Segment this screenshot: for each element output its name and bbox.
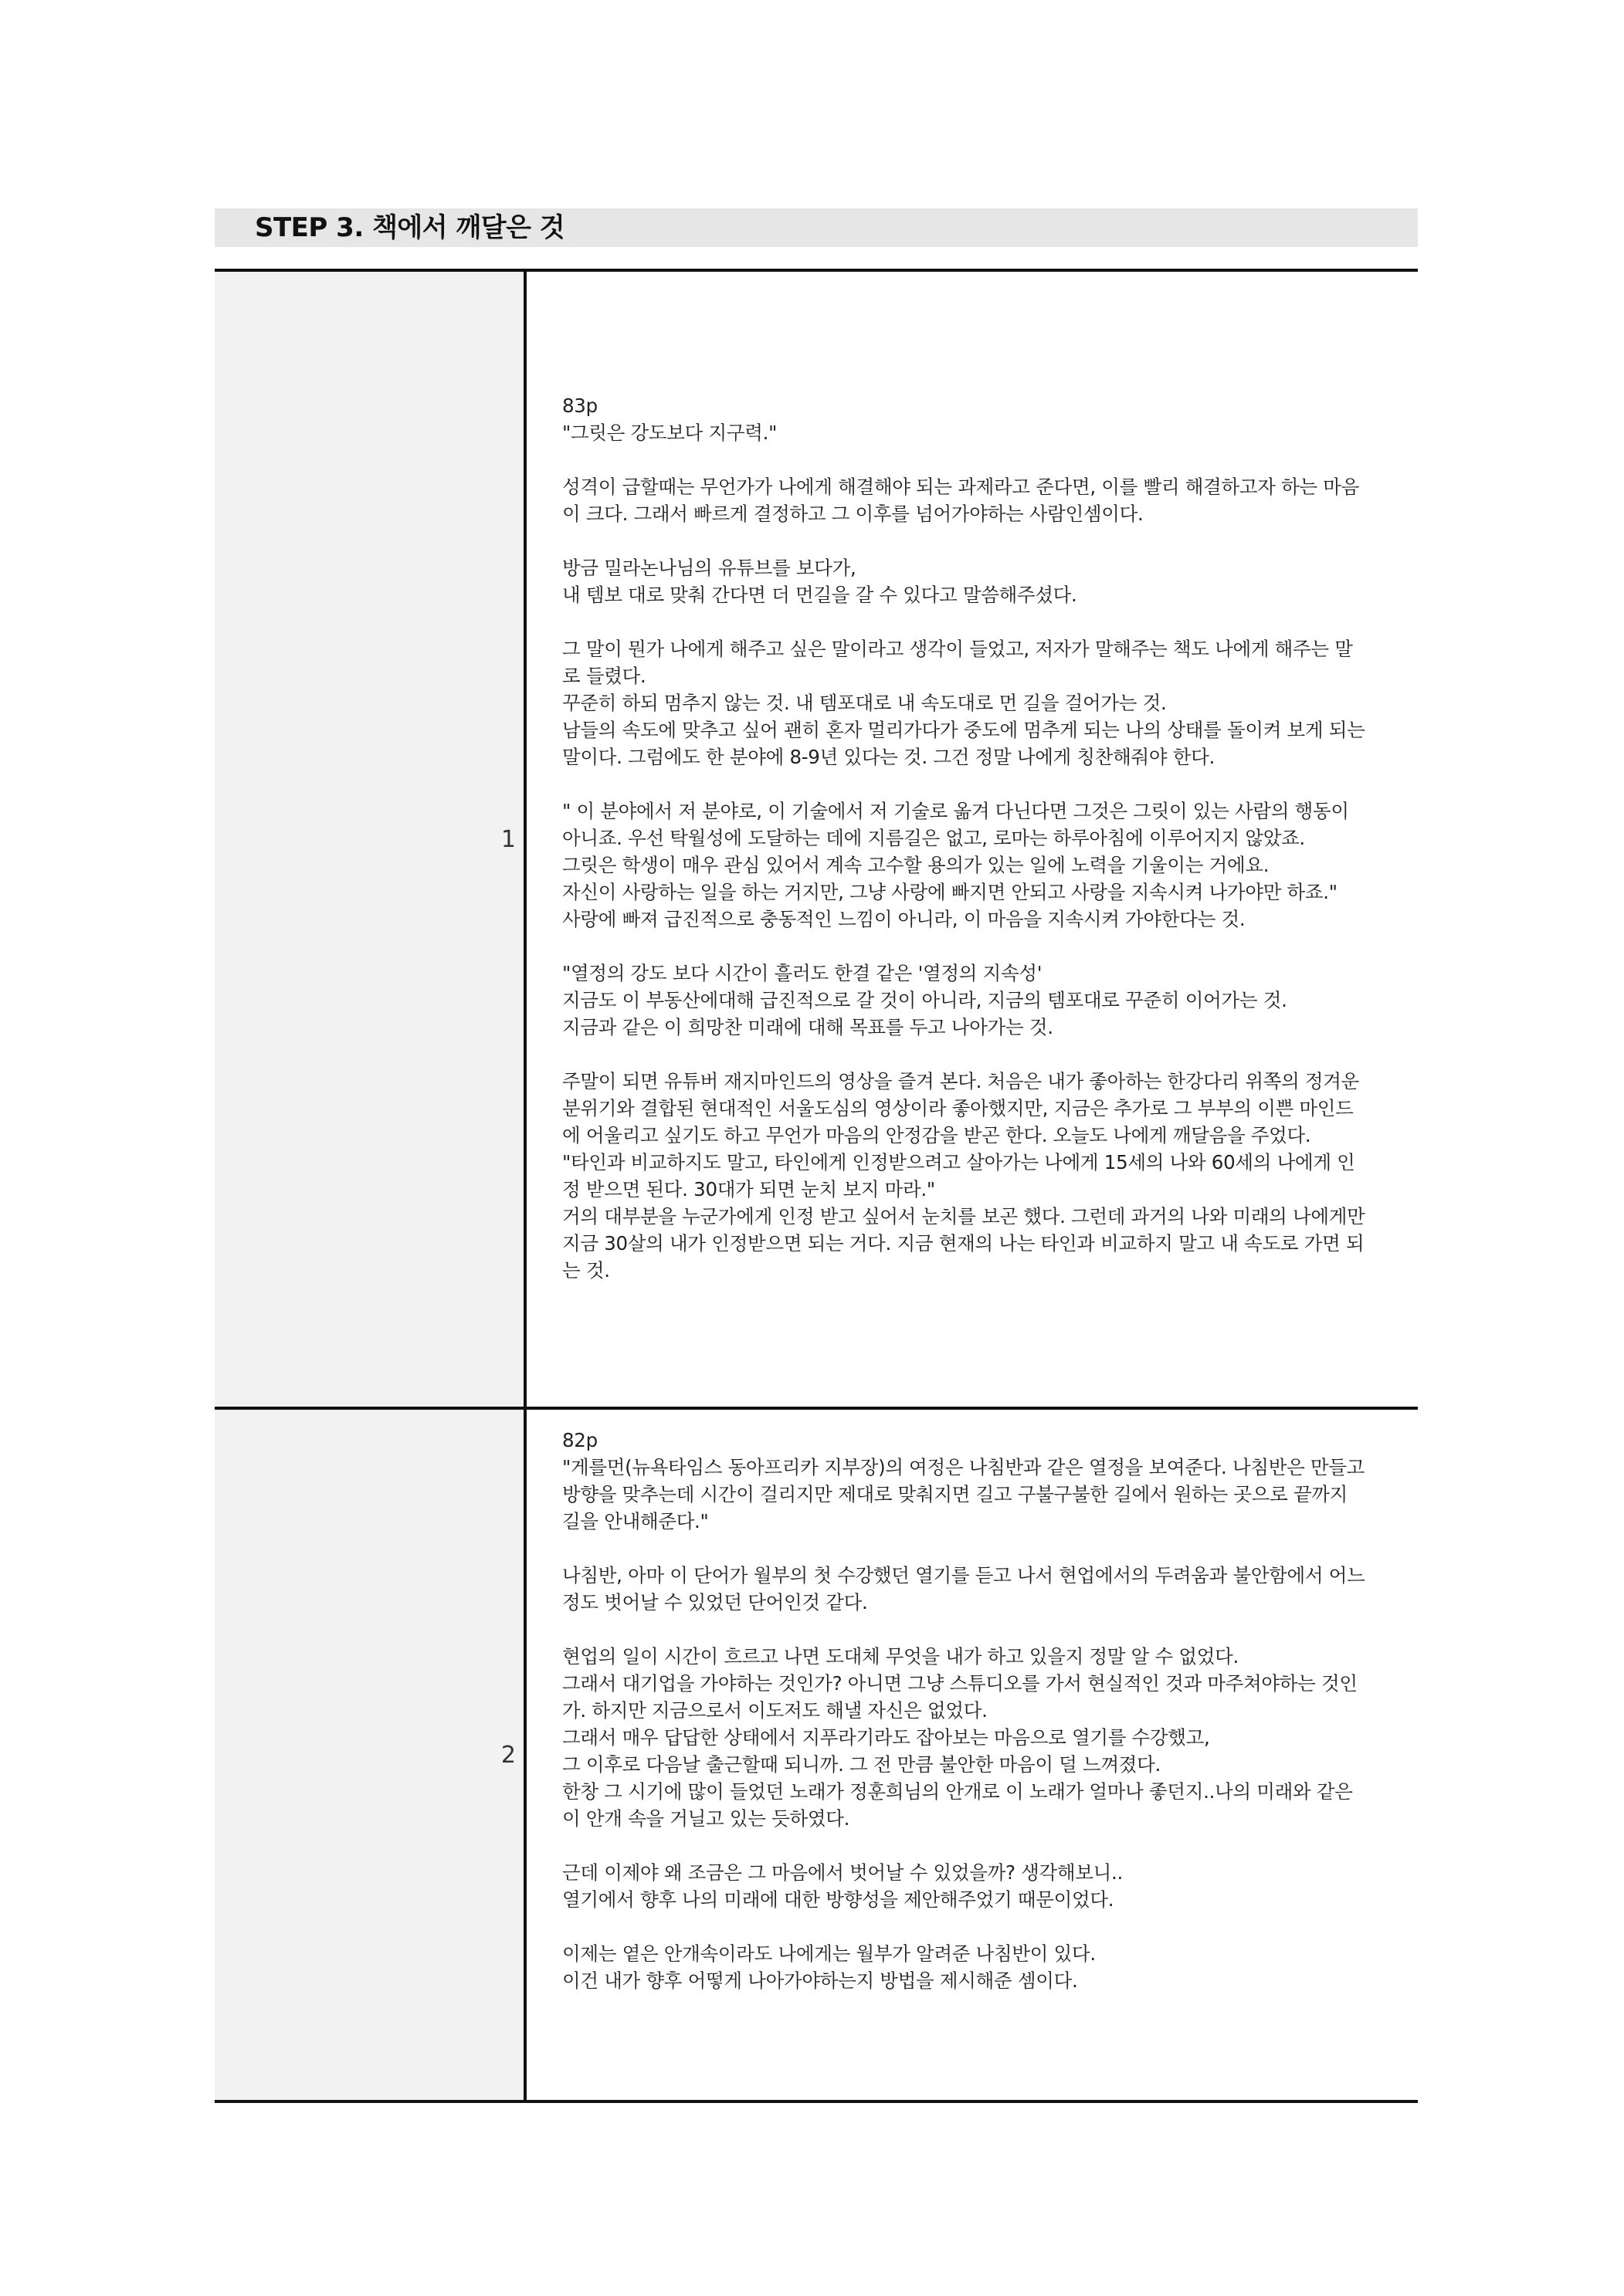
entry-line: 주말이 되면 유튜버 재지마인드의 영상을 즐겨 본다. 처음은 내가 좋아하는 한강다리 위쪽의 정겨운	[562, 1070, 1360, 1092]
entry-line: 말이다. 그럼에도 한 분야에 8-9년 있다는 것. 그건 정말 나에게 칭찬해줘야 한다.	[562, 746, 1215, 768]
row-text-cell	[525, 270, 1418, 1408]
entry-line: 이 크다. 그래서 빠르게 결정하고 그 이후를 넘어가야하는 사람인셈이다.	[562, 503, 1144, 525]
entry-line: 가. 하지만 지금으로서 이도저도 해낼 자신은 없었다.	[562, 1699, 988, 1722]
entry-line: 82p	[562, 1429, 598, 1451]
entry-paragraph	[562, 1940, 1409, 1994]
reflection-table	[215, 269, 1418, 2103]
entry-line: 이제는 옅은 안개속이라도 나에게는 월부가 알려준 나침반이 있다.	[562, 1942, 1096, 1965]
entry-paragraph	[562, 473, 1409, 527]
entry-line: 이 안개 속을 거닐고 있는 듯하였다.	[562, 1807, 850, 1830]
entry-body	[527, 272, 1418, 1404]
entry-paragraph	[562, 1643, 1409, 1832]
entry-line: 그릿은 학생이 매우 관심 있어서 계속 고수할 용의가 있는 일에 노력을 기울이는 거에요.	[562, 854, 1270, 876]
entry-line: "타인과 비교하지도 말고, 타인에게 인정받으려고 살아가는 나에게 15세의 나와 60세의 나에게 인	[562, 1151, 1355, 1173]
entry-line: 지금과 같은 이 희망찬 미래에 대해 목표를 두고 나아가는 것.	[562, 1016, 1053, 1038]
entry-line: 꾸준히 하되 멈추지 않는 것. 내 템포대로 내 속도대로 먼 길을 걸어가는 것.	[562, 692, 1167, 714]
entry-line: 근데 이제야 왜 조금은 그 마음에서 벗어날 수 있었을까? 생각해보니..	[562, 1861, 1123, 1884]
entry-line: 정 받으면 된다. 30대가 되면 눈치 보지 마라."	[562, 1178, 935, 1200]
entry-line: 그 이후로 다음날 출근할때 되니까. 그 전 만큼 불안한 마음이 덜 느껴졌다.	[562, 1753, 1161, 1776]
entry-paragraph	[562, 1427, 1409, 1535]
entry-line: 정도 벗어날 수 있었던 단어인것 같다.	[562, 1591, 868, 1614]
table-row	[215, 270, 1418, 1408]
entry-line: 그래서 대기업을 가야하는 것인가? 아니면 그냥 스튜디오를 가서 현실적인 것과 마주쳐야하는 것인	[562, 1672, 1358, 1695]
entry-paragraph	[562, 554, 1409, 608]
entry-line: 그 말이 뭔가 나에게 해주고 싶은 말이라고 생각이 들었고, 저자가 말해주는 책도 나에게 해주는 말	[562, 638, 1353, 660]
row-number: 2	[500, 1741, 516, 1769]
entry-line: 사랑에 빠져 급진적으로 충동적인 느낌이 아니라, 이 마음을 지속시켜 가야한다는 것.	[562, 908, 1246, 930]
entry-paragraph	[562, 798, 1409, 933]
entry-line: 그래서 매우 답답한 상태에서 지푸라기라도 잡아보는 마음으로 열기를 수강했고,	[562, 1726, 1210, 1749]
row-number-cell	[215, 1408, 525, 2101]
entry-line: 자신이 사랑하는 일을 하는 거지만, 그냥 사랑에 빠지면 안되고 사랑을 지속시켜 나가야만 하죠."	[562, 881, 1338, 903]
entry-paragraph	[562, 1068, 1409, 1284]
entry-paragraph	[562, 1859, 1409, 1913]
row-number: 1	[500, 825, 516, 853]
entry-line: 지금 30살의 내가 인정받으면 되는 거다. 지금 현재의 나는 타인과 비교하지 말고 내 속도로 가면 되	[562, 1232, 1365, 1255]
entry-line: 아니죠. 우선 탁월성에 도달하는 데에 지름길은 없고, 로마는 하루아침에 이루어지지 않았죠.	[562, 827, 1305, 849]
entry-line: 로 들렸다.	[562, 665, 646, 687]
entry-paragraph	[562, 635, 1409, 770]
row-text-cell	[525, 1408, 1418, 2101]
entry-paragraph	[562, 1562, 1409, 1616]
entry-body	[527, 1410, 1418, 2071]
entry-line: 방금 밀라논나님의 유튜브를 보다가,	[562, 557, 856, 579]
table-row	[215, 1408, 1418, 2101]
entry-line: 는 것.	[562, 1259, 610, 1282]
entry-paragraph	[562, 960, 1409, 1041]
entry-line: 지금도 이 부동산에대해 급진적으로 갈 것이 아니라, 지금의 템포대로 꾸준히 이어가는 것.	[562, 989, 1287, 1011]
entry-line: 나침반, 아마 이 단어가 월부의 첫 수강했던 열기를 듣고 나서 현업에서의 두려움과 불안함에서 어느	[562, 1564, 1365, 1587]
entry-line: 길을 안내해준다."	[562, 1510, 709, 1532]
entry-line: "그릿은 강도보다 지구력."	[562, 422, 778, 444]
entry-line: "열정의 강도 보다 시간이 흘러도 한결 같은 '열정의 지속성'	[562, 962, 1043, 984]
entry-line: 성격이 급할때는 무언가가 나에게 해결해야 되는 과제라고 준다면, 이를 빨리 해결하고자 하는 마음	[562, 476, 1360, 498]
entry-line: 남들의 속도에 맞추고 싶어 괜히 혼자 멀리가다가 중도에 멈추게 되는 나의 상태를 돌이켜 보게 되는	[562, 719, 1365, 741]
entry-line: 83p	[562, 395, 598, 417]
entry-line: 방향을 맞추는데 시간이 걸리지만 제대로 맞춰지면 길고 구불구불한 길에서 원하는 곳으로 끝까지	[562, 1483, 1348, 1505]
entry-paragraph	[562, 392, 1409, 446]
entry-line: 내 템보 대로 맞춰 간다면 더 먼길을 갈 수 있다고 말씀해주셨다.	[562, 584, 1077, 606]
entry-line: 거의 대부분을 누군가에게 인정 받고 싶어서 눈치를 보곤 했다. 그런데 과거의 나와 미래의 나에게만	[562, 1205, 1365, 1228]
entry-line: " 이 분야에서 저 분야로, 이 기술에서 저 기술로 옮겨 다닌다면 그것은 그릿이 있는 사람의 행동이	[562, 800, 1349, 822]
entry-line: "게를먼(뉴욕타임스 동아프리카 지부장)의 여정은 나침반과 같은 열정을 보여준다. 나침반은 만들고	[562, 1456, 1365, 1478]
entry-line: 이건 내가 향후 어떻게 나아가야하는지 방법을 제시해준 셈이다.	[562, 1969, 1078, 1992]
row-number-cell	[215, 270, 525, 1408]
entry-line: 분위기와 결합된 현대적인 서울도심의 영상이라 좋아했지만, 지금은 추가로 그 부부의 이쁜 마인드	[562, 1097, 1354, 1119]
entry-line: 열기에서 향후 나의 미래에 대한 방향성을 제안해주었기 때문이었다.	[562, 1888, 1114, 1911]
entry-line: 에 어울리고 싶기도 하고 무언가 마음의 안정감을 받곤 한다. 오늘도 나에게 깨달음을 주었다.	[562, 1124, 1311, 1146]
entry-line: 한창 그 시기에 많이 들었던 노래가 정훈희님의 안개로 이 노래가 얼마나 좋던지..나의 미래와 같은	[562, 1780, 1353, 1803]
entry-line: 현업의 일이 시간이 흐르고 나면 도대체 무엇을 내가 하고 있을지 정말 알 수 없었다.	[562, 1645, 1239, 1668]
step-title: STEP 3. 책에서 깨달은 것	[215, 208, 1418, 247]
